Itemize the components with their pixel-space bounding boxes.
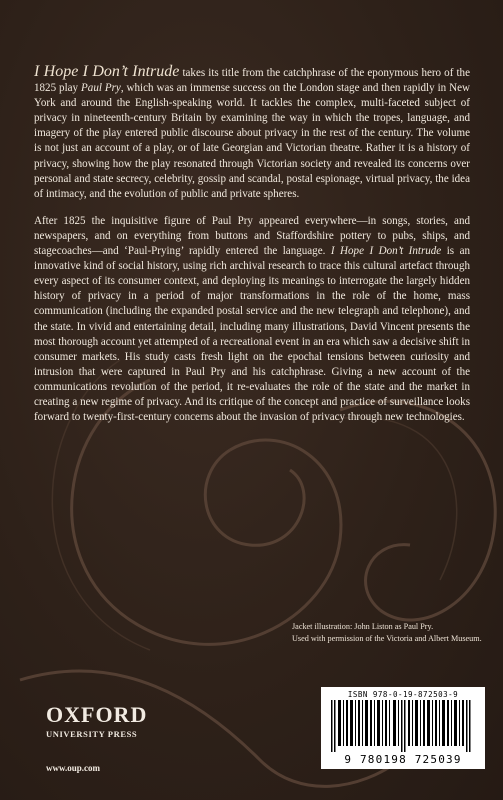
blurb-paragraph-1 [34,64,470,202]
play-title: Paul Pry [81,82,121,95]
book-title-lead: I Hope I Don’t Intrude [34,63,180,80]
publisher-website: www.oup.com [46,763,101,773]
blurb-paragraph-2 [34,214,470,425]
blurb-text-run: After 1825 the inquisitive figure of Paul Pry appeared everywhere—in songs, stories, and newspapers, and on everything from buttons and Staffordshire pottery to pubs, ships, and stagecoaches—and ‘Paul-Prying’ rapidly entered the language. [34,214,470,258]
blurb-text-run: takes its title from the catchphrase of the eponymous hero of the 1825 play [34,67,470,95]
isbn-barcode [321,687,485,769]
oxford-logo: OXFORD [46,702,148,727]
blurb-text [34,64,470,437]
isbn-label: ISBN 978-0-19-872503-9 [347,690,459,699]
blurb-text-run: is an innovative kind of social history, using rich archival research to trace this cultural artefact through every aspect of its consumer context, and deploying its meanings to interrogate the largely hidden history of privacy in a period of major transformations in the role of the home, mass communication (including the expanded postal service and the new telegraph and telephone), and the state. In vivid and entertaining detail, including many illustrations, David Vincent presents the most thorough account yet attempted of a recreational event in an era which saw a decisive shift in consumer markets. His study casts fresh light on the epochal tensions between curiosity and intrusion that were captured in Paul Pry and his catchphrase. Giving a new account of the communications revolution of the period, it re-evaluates the role of the state and the market in creating a new regime of privacy. And its critique of the concept and practice of surveillance looks forward to twenty-first-century concerns about the invasion of privacy through new technologies. [34,245,471,424]
barcode-digits: 9 780198 725039 [344,753,462,766]
university-press-label: UNIVERSITY PRESS [46,729,138,739]
credit-line-1: Jacket illustration: John Liston as Paul Pry. [292,622,434,631]
blurb-text-run: , which was an immense success on the London stage and then rapidly in New York and around the English-speaking world. It tackles the complex, multi-faceted subject of privacy in nineteenth-century Britain by examining the way in which the tropes, language, and imagery of the play entered public discourse about privacy in the rest of the century. The volume is not just an account of a play, or of late Georgian and Victorian theatre. Rather it is a history of privacy, showing how the play resonated through Victorian society and revealed its concerns over personal and state secrecy, celebrity, gossip and scandal, postal espionage, virtual privacy, the idea of intimacy, and the evolution of public and private spheres. [34,82,471,200]
barcode-bars [331,700,475,752]
jacket-credit [292,621,482,645]
credit-line-2: Used with permission of the Victoria and Albert Museum. [292,634,482,643]
book-title-inline: I Hope I Don’t Intrude [330,245,442,258]
